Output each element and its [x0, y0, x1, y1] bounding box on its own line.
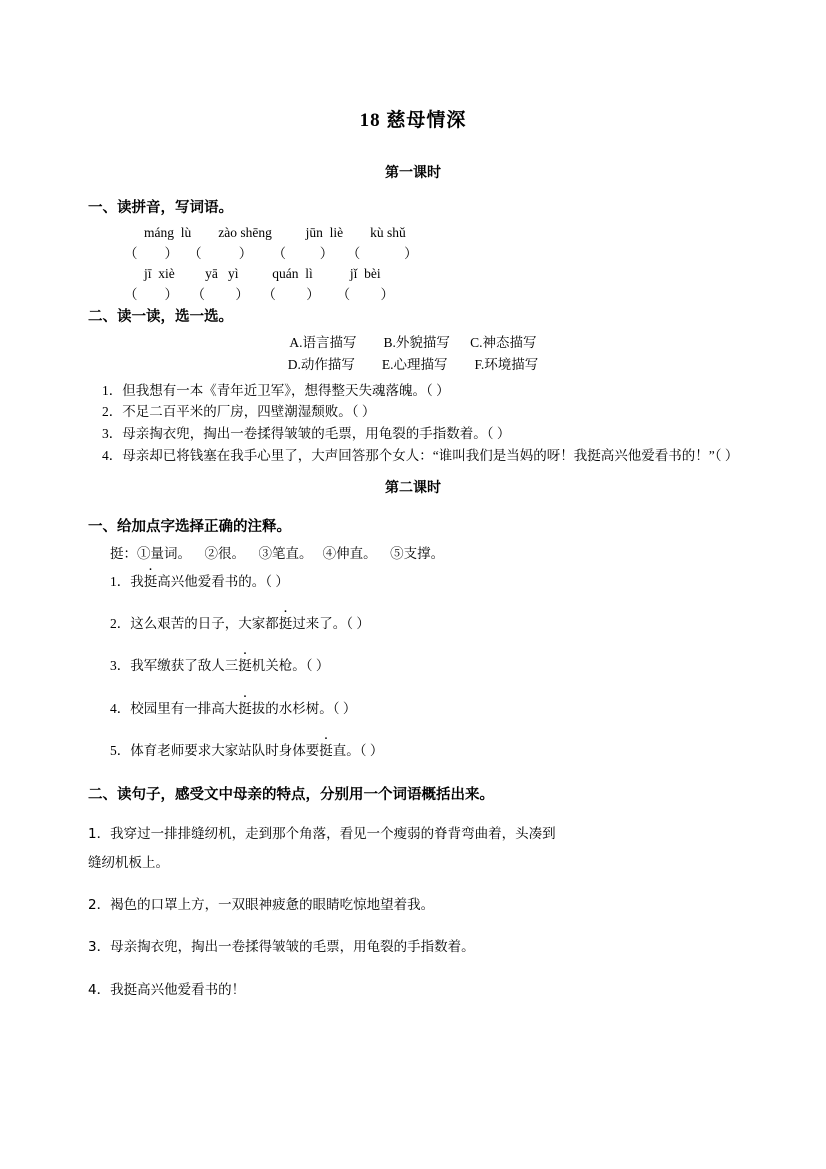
section-title-annotation: 一、给加点字选择正确的注释。 [88, 518, 291, 535]
list-item: 3．母亲掏衣兜，掏出一卷揉得皱皱的毛票，用龟裂的手指数着。（ ） [102, 426, 511, 442]
list-item [110, 572, 738, 592]
question-list-lesson1 [88, 380, 738, 467]
section-title-sentences: 二、读句子，感受文中母亲的特点，分别用一个词语概括出来。 [88, 787, 494, 804]
item-suffix: 直。（ ） [332, 742, 384, 758]
sentence-line-1b: 缝纫机板上。 [88, 854, 169, 871]
item-prefix: 2．这么艰苦的日子，大家都 [110, 616, 279, 632]
list-item: 4．我挺高兴他爱看书的！ [88, 981, 246, 998]
lesson-1-heading: 第一课时 [385, 166, 441, 181]
dotted-char: 挺 [238, 700, 252, 716]
list-item: 2．褐色的口罩上方，一双眼神疲惫的眼睛吃惊地望着我。 [88, 896, 435, 913]
item-suffix: 高兴他爱看书的。（ ） [157, 573, 289, 589]
dotted-char: 挺 [238, 658, 252, 674]
option-row-1[interactable]: A.语言描写 B.外貌描写 C.神态描写 [289, 335, 537, 351]
list-item [88, 820, 738, 877]
list-item: 1．但我想有一本《青年近卫军》，想得整天失魂落魄。（ ） [102, 382, 450, 398]
annotation-definitions: 挺：①量词。 ②很。 ③笔直。 ④伸直。 ⑤支撑。 [110, 545, 445, 561]
dotted-char: 挺 [319, 742, 333, 758]
option-row-2[interactable]: D.动作描写 E.心理描写 F.环境描写 [287, 356, 539, 372]
item-suffix: 过来了。（ ） [292, 616, 370, 632]
item-prefix: 3．我军缴获了敌人三 [110, 658, 239, 674]
pinyin-row-2: jī xiè yā yì quán lì jǐ bèi [144, 266, 381, 282]
list-item [110, 614, 738, 634]
sentence-list [88, 820, 738, 1004]
section-title-choose: 二、读一读，选一选。 [88, 309, 233, 326]
dotted-char: 挺 [143, 573, 158, 589]
list-item: 3．母亲掏衣兜，掏出一卷揉得皱皱的毛票，用龟裂的手指数着。 [88, 939, 475, 956]
item-prefix: 5．体育老师要求大家站队时身体要 [110, 742, 320, 758]
list-item [110, 656, 738, 676]
worksheet-content [88, 105, 738, 1018]
item-prefix: 1．我 [110, 573, 144, 589]
question-list-lesson2 [88, 572, 738, 761]
answer-bracket-row-1[interactable]: （ ） （ ） （ ） （ ） [124, 245, 418, 261]
sentence-line-1a: 1．我穿过一排排缝纫机，走到那个角落，看见一个瘦弱的脊背弯曲着，头凑到 [88, 826, 556, 843]
lesson-2-heading: 第二课时 [385, 480, 441, 496]
pinyin-row-1: máng lù zào shēng jūn liè kù shǔ [144, 225, 406, 240]
list-item: 2．不足二百平米的厂房，四壁潮湿颓败。（ ） [102, 404, 376, 420]
list-item [110, 741, 738, 761]
page-title: 18 慈母情深 [359, 110, 467, 131]
list-item: 4．母亲却已将钱塞在我手心里了，大声回答那个女人：“谁叫我们是当妈的呀！我挺高兴他爱看书的！”（ ） [102, 448, 739, 464]
section-title-pinyin: 一、读拼音，写词语。 [88, 200, 233, 216]
item-suffix: 拔的水杉树。（ ） [251, 700, 357, 716]
item-suffix: 机关枪。（ ） [251, 658, 330, 674]
answer-bracket-row-2[interactable]: （ ） （ ） （ ） （ ） [124, 287, 394, 303]
list-item [110, 699, 738, 719]
dotted-char: 挺 [278, 616, 293, 632]
item-prefix: 4．校园里有一排高大 [110, 700, 239, 716]
